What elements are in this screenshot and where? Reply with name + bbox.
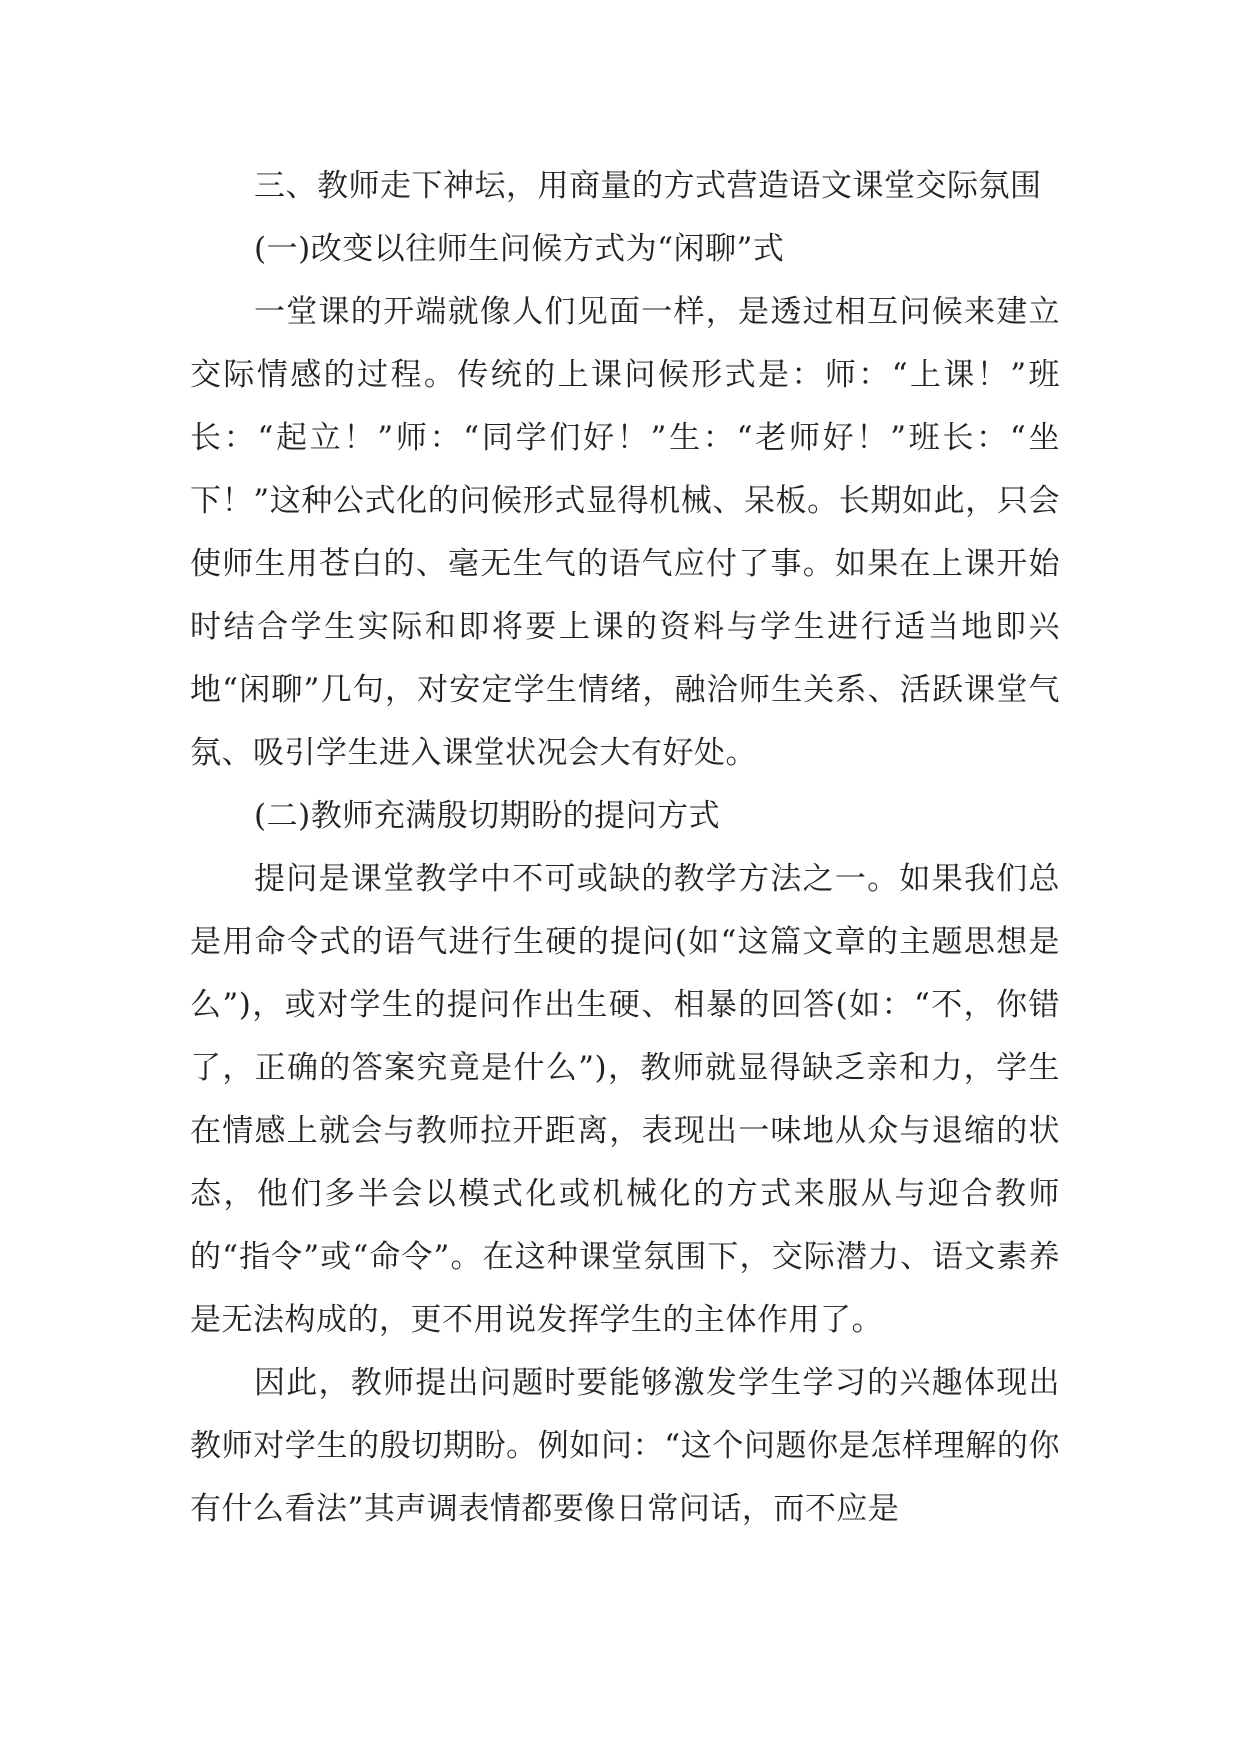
document-page <box>190 155 1060 1541</box>
body-paragraph: 一堂课的开端就像人们见面一样，是透过相互问候来建立交际情感的过程。传统的上课问候形式是：师：“上课！”班长：“起立！”师：“同学们好！”生：“老师好！”班长：“坐下！”这种公式化的问候形式显得机械、呆板。长期如此，只会使师生用苍白的、毫无生气的语气应付了事。如果在上课开始时结合学生实际和即将要上课的资料与学生进行适当地即兴地“闲聊”几句，对安定学生情绪，融洽师生关系、活跃课堂气氛、吸引学生进入课堂状况会大有好处。 <box>190 294 1060 771</box>
body-paragraph: 提问是课堂教学中不可或缺的教学方法之一。如果我们总是用命令式的语气进行生硬的提问(如“这篇文章的主题思想是么”)，或对学生的提问作出生硬、相暴的回答(如：“不，你错了，正确的答案究竟是什么”)，教师就显得缺乏亲和力，学生在情感上就会与教师拉开距离，表现出一味地从众与退缩的状态，他们多半会以模式化或机械化的方式来服从与迎合教师的“指令”或“命令”。在这种课堂氛围下，交际潜力、语文素养是无法构成的，更不用说发挥学生的主体作用了。 <box>190 861 1060 1338</box>
section-heading: 三、教师走下神坛，用商量的方式营造语文课堂交际氛围 <box>254 168 1042 204</box>
subsection-heading-1: (一)改变以往师生问候方式为“闲聊”式 <box>254 231 785 267</box>
subsection-heading-2: (二)教师充满殷切期盼的提问方式 <box>254 798 721 834</box>
body-paragraph: 因此，教师提出问题时要能够激发学生学习的兴趣体现出教师对学生的殷切期盼。例如问：“这个问题你是怎样理解的你有什么看法”其声调表情都要像日常问话，而不应是 <box>190 1365 1060 1527</box>
